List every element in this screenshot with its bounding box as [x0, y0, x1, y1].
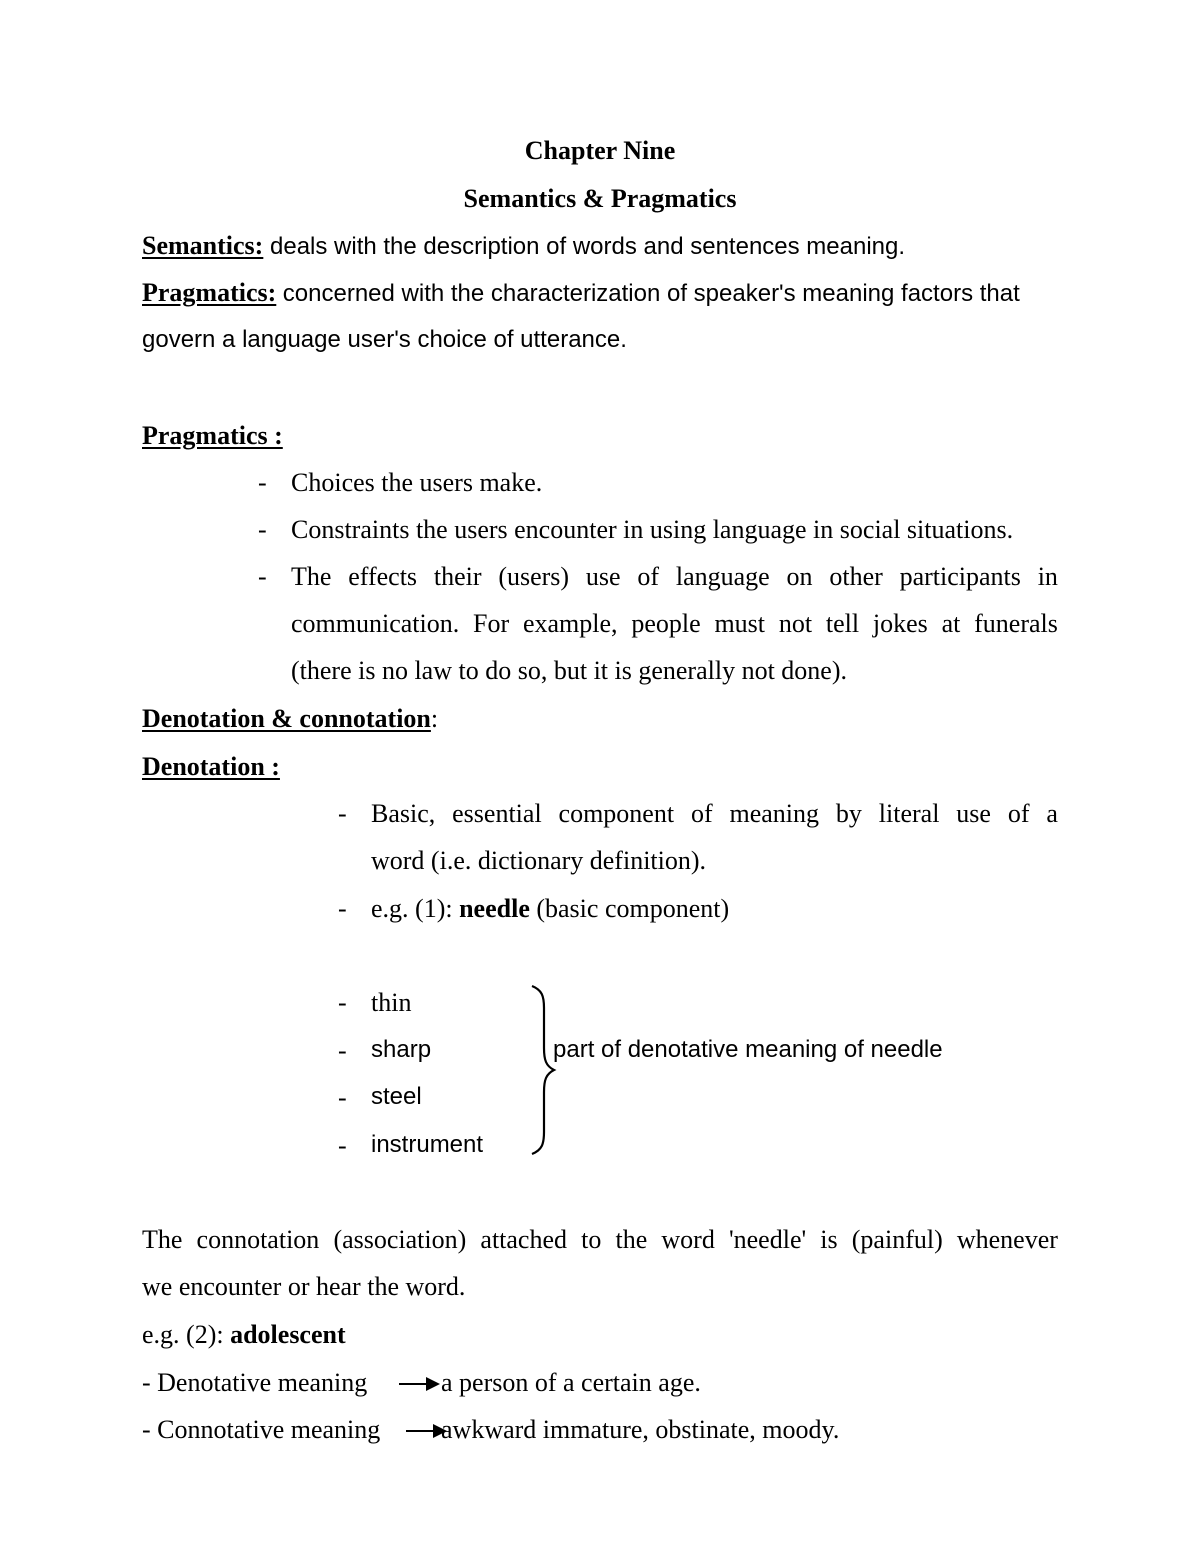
- word: attached: [480, 1225, 568, 1254]
- word: of: [690, 799, 713, 828]
- pragmatics-text-line2: govern a language user's choice of utterance.: [142, 326, 627, 353]
- bullet-marker: -: [338, 799, 347, 828]
- arrow-right-icon: [398, 1374, 442, 1394]
- word: essential: [452, 799, 542, 828]
- word: on: [786, 562, 813, 591]
- bullet-marker: -: [338, 1036, 347, 1065]
- right-brace-icon: [520, 982, 560, 1158]
- word: effects: [348, 562, 418, 591]
- connotation-line2: we encounter or hear the word.: [142, 1272, 466, 1301]
- word: component: [558, 799, 675, 828]
- word: (users): [498, 562, 570, 591]
- word: use: [956, 799, 991, 828]
- semantics-text: deals with the description of words and sentences meaning.: [263, 233, 906, 260]
- word: tell: [825, 609, 860, 638]
- component-instrument: instrument: [371, 1131, 484, 1158]
- semantics-definition: [142, 233, 905, 259]
- denotation-item-1-line1: [371, 801, 1058, 827]
- example-2: [142, 1322, 346, 1348]
- chapter-title: Semantics & Pragmatics: [463, 184, 737, 213]
- pragmatics-heading: Pragmatics :: [142, 421, 283, 450]
- word: example,: [522, 609, 618, 638]
- word: must: [714, 609, 766, 638]
- word: For: [473, 609, 510, 638]
- word: literal: [878, 799, 940, 828]
- word: in: [1037, 562, 1058, 591]
- example-prefix: e.g. (1):: [371, 894, 460, 923]
- word: people: [631, 609, 701, 638]
- brace-note: part of denotative meaning of needle: [553, 1036, 943, 1063]
- example-2-prefix: e.g. (2):: [142, 1320, 231, 1349]
- word: participants: [899, 562, 1021, 591]
- word: jokes: [872, 609, 928, 638]
- semantics-term: Semantics:: [142, 231, 264, 260]
- pragmatics-term: Pragmatics:: [142, 278, 277, 307]
- word: their: [433, 562, 482, 591]
- word: (painful): [851, 1225, 943, 1254]
- denotation-item-1-line2: word (i.e. dictionary definition).: [371, 846, 707, 875]
- word: Basic,: [371, 799, 436, 828]
- chapter-heading: Chapter Nine: [524, 136, 676, 165]
- word: (association): [333, 1225, 467, 1254]
- heading-colon: :: [430, 704, 439, 733]
- word: of: [637, 562, 660, 591]
- denotation-example-1: [371, 896, 729, 922]
- word: meaning: [729, 799, 820, 828]
- bullet-marker: -: [338, 1083, 347, 1112]
- denotation-heading: Denotation :: [142, 752, 280, 781]
- denotative-meaning-value: a person of a certain age.: [441, 1368, 701, 1397]
- pragmatics-item-3-line3: (there is no law to do so, but it is generally not done).: [291, 656, 848, 685]
- word: at: [941, 609, 961, 638]
- word: communication.: [291, 609, 460, 638]
- pragmatics-definition-line1: [142, 280, 1020, 306]
- pragmatics-item-1: Choices the users make.: [291, 468, 543, 497]
- word: connotation: [196, 1225, 320, 1254]
- bullet-marker: -: [338, 894, 347, 923]
- connotative-meaning-label: - Connotative meaning: [142, 1415, 381, 1444]
- bullet-marker: -: [258, 562, 267, 591]
- denotative-meaning-label: - Denotative meaning: [142, 1368, 368, 1397]
- bullet-marker: -: [258, 515, 267, 544]
- pragmatics-item-2: Constraints the users encounter in using language in social situations.: [291, 515, 1014, 544]
- word: funerals: [974, 609, 1058, 638]
- connotation-line1: [142, 1227, 1058, 1253]
- denotation-connotation-heading: [142, 706, 438, 732]
- word: to: [581, 1225, 602, 1254]
- example-suffix: (basic component): [529, 894, 730, 923]
- word: 'needle': [728, 1225, 807, 1254]
- component-thin: thin: [371, 988, 412, 1017]
- pragmatics-text-line1: concerned with the characterization of speaker's meaning factors that: [282, 280, 1020, 307]
- word: use: [585, 562, 621, 591]
- word: by: [835, 799, 862, 828]
- bullet-marker: -: [338, 1131, 347, 1160]
- word: the: [615, 1225, 648, 1254]
- word: other: [829, 562, 883, 591]
- example-word-needle: needle: [459, 894, 530, 923]
- bullet-marker: -: [338, 988, 347, 1017]
- connotative-meaning-value: awkward immature, obstinate, moody.: [441, 1415, 840, 1444]
- word: is: [820, 1225, 838, 1254]
- word: not: [778, 609, 813, 638]
- denotation-connotation-heading-text: Denotation & connotation: [142, 704, 431, 733]
- pragmatics-item-3-line1: [291, 564, 1058, 590]
- example-word-adolescent: adolescent: [230, 1320, 346, 1349]
- word: a: [1046, 799, 1058, 828]
- pragmatics-item-3-line2: [291, 611, 1058, 637]
- component-sharp: sharp: [371, 1036, 432, 1063]
- bullet-marker: -: [258, 468, 267, 497]
- word: of: [1007, 799, 1030, 828]
- component-steel: steel: [371, 1083, 422, 1110]
- word: The: [291, 562, 332, 591]
- word: word: [661, 1225, 715, 1254]
- word: whenever: [956, 1225, 1058, 1254]
- word: language: [675, 562, 770, 591]
- word: The: [142, 1225, 183, 1254]
